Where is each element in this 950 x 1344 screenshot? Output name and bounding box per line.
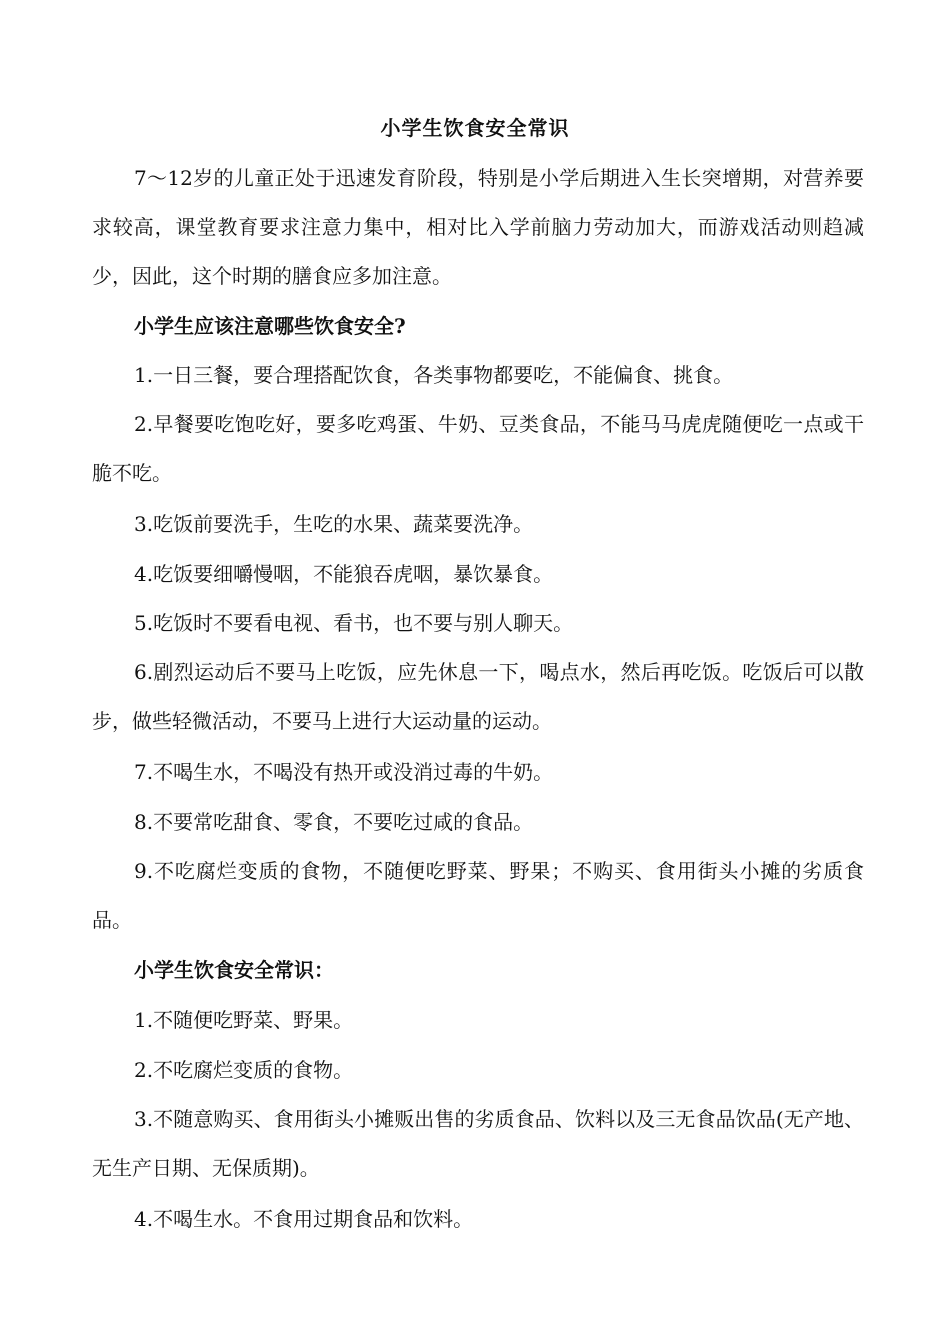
- section1-item-6: 6.剧烈运动后不要马上吃饭，应先休息一下，喝点水，然后再吃饭。吃饭后可以散步，做些轻微活动，不要马上进行大运动量的运动。: [92, 660, 864, 733]
- section1-item-5: 5.吃饭时不要看电视、看书，也不要与别人聊天。: [134, 611, 574, 635]
- section1-item-1: 1.一日三餐，要合理搭配饮食，各类事物都要吃，不能偏食、挑食。: [134, 363, 734, 387]
- section1-item-4: 4.吃饭要细嚼慢咽，不能狼吞虎咽，暴饮暴食。: [134, 562, 554, 586]
- section2-heading: 小学生饮食安全常识：: [134, 958, 334, 982]
- section2-item-3: 3.不随意购买、食用街头小摊贩出售的劣质食品、饮料以及三无食品饮品(无产地、无生产日期、无保质期)。: [92, 1107, 864, 1180]
- section2-item-2: 2.不吃腐烂变质的食物。: [134, 1058, 354, 1082]
- section1-item-8: 8.不要常吃甜食、零食，不要吃过咸的食品。: [134, 810, 534, 834]
- section1-item-2: 2.早餐要吃饱吃好，要多吃鸡蛋、牛奶、豆类食品，不能马马虎虎随便吃一点或干脆不吃。: [92, 412, 864, 485]
- intro-paragraph: 7～12岁的儿童正处于迅速发育阶段，特别是小学后期进入生长突增期，对营养要求较高，课堂教育要求注意力集中，相对比入学前脑力劳动加大，而游戏活动则趋减少，因此，这个时期的膳食应多加注意。: [92, 166, 864, 288]
- section1-item-3: 3.吃饭前要洗手，生吃的水果、蔬菜要洗净。: [134, 512, 534, 536]
- section1-heading: 小学生应该注意哪些饮食安全?: [134, 314, 406, 338]
- section1-item-7: 7.不喝生水，不喝没有热开或没消过毒的牛奶。: [134, 760, 554, 784]
- document-title: 小学生饮食安全常识: [380, 116, 570, 140]
- section2-item-1: 1.不随便吃野菜、野果。: [134, 1008, 354, 1032]
- section2-item-4: 4.不喝生水。不食用过期食品和饮料。: [134, 1207, 474, 1231]
- section1-item-9: 9.不吃腐烂变质的食物，不随便吃野菜、野果；不购买、食用街头小摊的劣质食品。: [92, 859, 864, 932]
